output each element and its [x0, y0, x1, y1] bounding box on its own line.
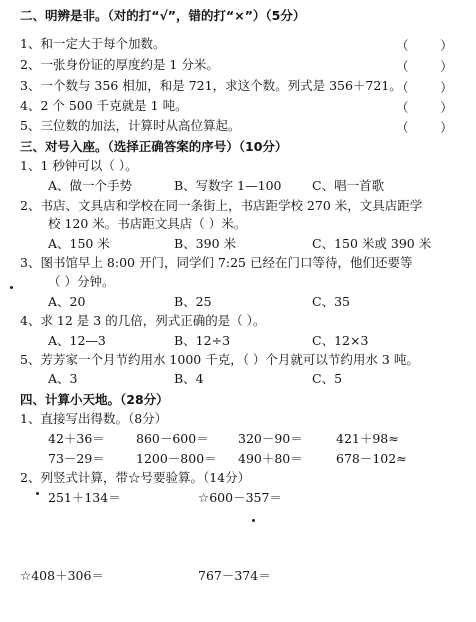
answer-blank-5[interactable]: （ ） [396, 120, 453, 135]
choice-q2-option-a[interactable]: A、150 米 [48, 236, 110, 251]
choice-q4-option-b[interactable]: B、12÷3 [174, 333, 231, 348]
mental-math-r1-c2[interactable]: 860－600＝ [136, 431, 209, 446]
choice-q3-line2: （ ）分钟。 [48, 274, 115, 289]
choice-q5-option-b[interactable]: B、4 [174, 371, 204, 386]
choice-q3-line1: 3、图书馆早上 8:00 开门，同学们 7:25 已经在门口等待，他们还要等 [20, 255, 413, 270]
vertical-calc-4[interactable]: 767－374＝ [198, 568, 271, 583]
choice-q3-option-a[interactable]: A、20 [48, 294, 86, 309]
mental-math-r1-c1[interactable]: 42＋36＝ [48, 431, 105, 446]
true-false-item-2: 2、一张身份证的厚度约是 1 分米。 [20, 57, 219, 72]
scan-speck [36, 492, 39, 495]
choice-q1-option-b[interactable]: B、写数字 1—100 [174, 178, 282, 193]
section-2-title: 二、明辨是非。（对的打“√”，错的打“×”）（5分） [20, 8, 306, 23]
answer-blank-3[interactable]: （ ） [396, 80, 453, 95]
answer-blank-4[interactable]: （ ） [396, 100, 453, 115]
choice-q4-option-c[interactable]: C、12×3 [312, 333, 369, 348]
section-3-title: 三、对号入座。（选择正确答案的序号）（10分） [20, 139, 288, 154]
choice-q2-line2: 校 120 米。书店距文具店（ ）米。 [48, 216, 247, 231]
choice-q2-option-c[interactable]: C、150 米或 390 米 [312, 236, 432, 251]
true-false-item-3: 3、一个数与 356 相加，和是 721，求这个数。列式是 356＋721。 [20, 78, 402, 93]
mental-math-r2-c1[interactable]: 73－29＝ [48, 451, 105, 466]
mental-math-r2-c4[interactable]: 678－102≈ [336, 451, 407, 466]
scan-speck [10, 286, 13, 289]
scan-speck [252, 519, 255, 522]
true-false-item-5: 5、三位数的加法，计算时从高位算起。 [20, 118, 241, 133]
true-false-item-4: 4、2 个 500 千克就是 1 吨。 [20, 98, 188, 113]
choice-q4: 4、求 12 是 3 的几倍，列式正确的是（ ）。 [20, 313, 266, 328]
choice-q5: 5、芳芳家一个月节约用水 1000 千克，（ ）个月就可以节约用水 3 吨。 [20, 352, 419, 367]
mental-math-r1-c3[interactable]: 320－90＝ [238, 431, 303, 446]
vertical-calc-2[interactable]: ☆600－357＝ [198, 490, 282, 505]
mental-math-r1-c4[interactable]: 421＋98≈ [336, 431, 399, 446]
answer-blank-2[interactable]: （ ） [396, 59, 453, 74]
answer-blank-1[interactable]: （ ） [396, 38, 453, 53]
choice-q1-option-c[interactable]: C、唱一首歌 [312, 178, 385, 193]
mental-math-r2-c2[interactable]: 1200－800＝ [136, 451, 217, 466]
choice-q1-option-a[interactable]: A、做一个手势 [48, 178, 133, 193]
vertical-calc-3[interactable]: ☆408＋306＝ [20, 568, 104, 583]
choice-q3-option-b[interactable]: B、25 [174, 294, 212, 309]
section-4-title: 四、计算小天地。（28分） [20, 392, 169, 407]
choice-q5-option-c[interactable]: C、5 [312, 371, 343, 386]
vertical-calc-1[interactable]: 251＋134＝ [48, 490, 121, 505]
true-false-item-1: 1、和一定大于每个加数。 [20, 36, 166, 51]
mental-math-r2-c3[interactable]: 490＋80＝ [238, 451, 303, 466]
choice-q3-option-c[interactable]: C、35 [312, 294, 350, 309]
mental-math-subtitle: 1、直接写出得数。（8分） [20, 411, 168, 426]
choice-q1: 1、1 秒钟可以（ ）。 [20, 158, 138, 173]
vertical-calc-subtitle: 2、列竖式计算，带☆号要验算。（14分） [20, 470, 251, 485]
choice-q4-option-a[interactable]: A、12—3 [48, 333, 106, 348]
choice-q5-option-a[interactable]: A、3 [48, 371, 78, 386]
choice-q2-option-b[interactable]: B、390 米 [174, 236, 237, 251]
choice-q2-line1: 2、书店、文具店和学校在同一条街上，书店距学校 270 米，文具店距学 [20, 198, 423, 213]
